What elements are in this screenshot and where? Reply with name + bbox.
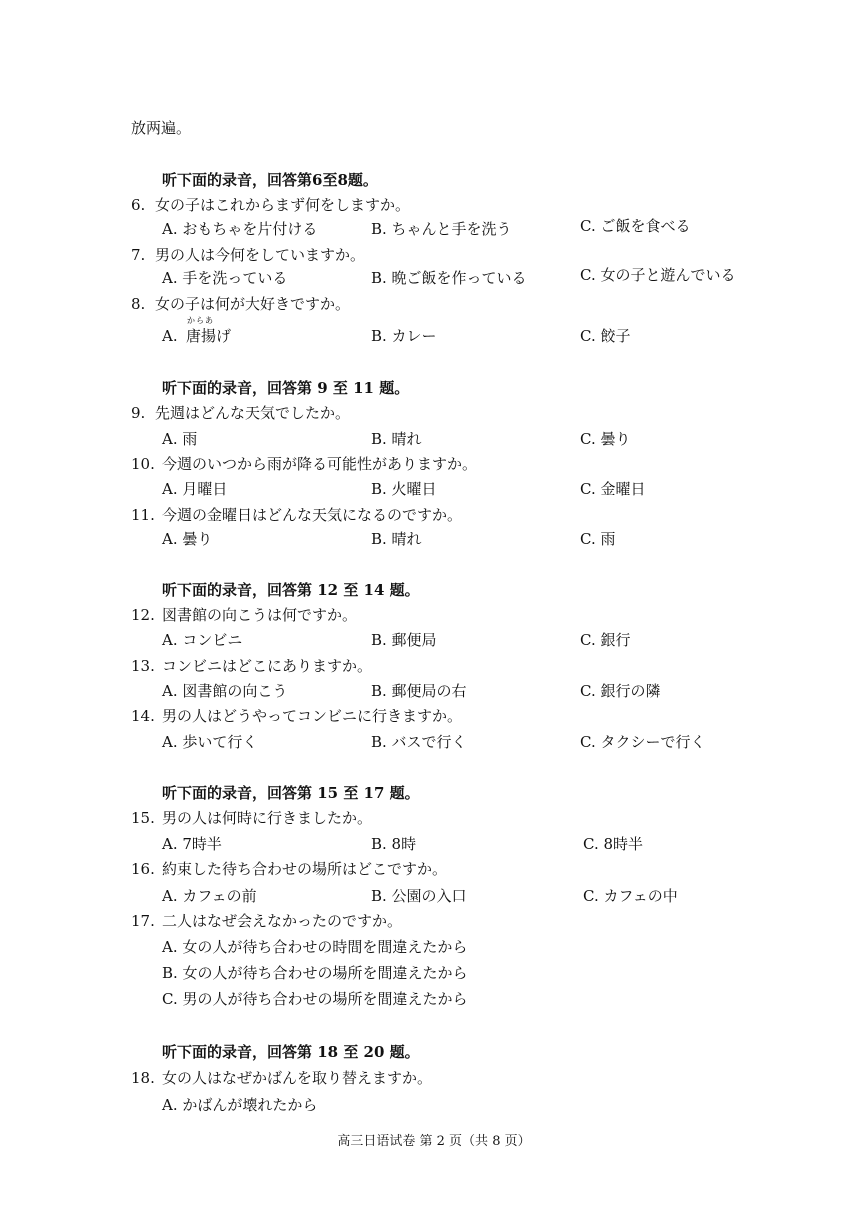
question-text: 今週の金曜日はどんな天気になるのですか。: [162, 506, 463, 524]
question-number: 7.: [131, 246, 146, 264]
option-b: B. 晴れ: [371, 430, 422, 448]
option-a: A. コンビニ: [162, 631, 243, 649]
question-text: 今週のいつから雨が降る可能性がありますか。: [162, 455, 478, 473]
question-text: 約束した待ち合わせの場所はどこですか。: [162, 860, 448, 878]
question-text: 二人はなぜ会えなかったのですか。: [162, 912, 403, 930]
furigana: からあ: [187, 316, 214, 325]
option-a: A. 7時半: [162, 835, 222, 853]
option-c: C. 銀行の隣: [580, 682, 661, 700]
option-a: A. 曇り: [162, 530, 213, 548]
question-number: 13.: [131, 657, 155, 675]
option-b: B. 8時: [371, 835, 417, 853]
option-c: C. ご飯を食べる: [580, 217, 691, 235]
section-heading: 听下面的录音，回答第 12 至 14 题。: [162, 581, 420, 599]
question-number: 10.: [131, 455, 155, 473]
question-number: 16.: [131, 860, 155, 878]
question-text: 先週はどんな天気でしたか。: [155, 404, 351, 422]
question-number: 11.: [131, 506, 155, 524]
option-b: B. 郵便局の右: [371, 682, 467, 700]
question-number: 17.: [131, 912, 155, 930]
option-c: C. 餃子: [580, 327, 631, 345]
question-number: 15.: [131, 809, 155, 827]
option-b: B. 郵便局: [371, 631, 437, 649]
option-c: C. タクシーで行く: [580, 733, 706, 751]
question-number: 8.: [131, 295, 146, 313]
option-a-label: A.: [162, 327, 178, 345]
question-text: コンビニはどこにありますか。: [162, 657, 373, 675]
option-b: B. 晴れ: [371, 530, 422, 548]
question-text: 女の子は何が大好きですか。: [155, 295, 351, 313]
page-footer: 高三日语试卷 第 2 页（共 8 页）: [337, 1134, 531, 1149]
section-heading: 听下面的录音，回答第 9 至 11 题。: [162, 379, 410, 397]
section-heading: 听下面的录音，回答第 18 至 20 题。: [162, 1043, 420, 1061]
option-a: A. おもちゃを片付ける: [162, 220, 318, 238]
option-b: B. 女の人が待ち合わせの場所を間違えたから: [162, 964, 468, 982]
question-text: 男の人はどうやってコンビニに行きますか。: [162, 707, 463, 725]
option-c: C. 銀行: [580, 631, 631, 649]
question-text: 男の人は今何をしていますか。: [155, 246, 366, 264]
question-number: 18.: [131, 1069, 155, 1087]
question-text: 図書館の向こうは何ですか。: [162, 606, 358, 624]
option-b: B. カレー: [371, 327, 437, 345]
option-a: A. 女の人が待ち合わせの時間を間違えたから: [162, 938, 468, 956]
section-heading: 听下面的录音，回答第 15 至 17 题。: [162, 784, 420, 802]
option-c: C. カフェの中: [583, 887, 678, 905]
option-b: B. バスで行く: [371, 733, 467, 751]
option-c: C. 曇り: [580, 430, 631, 448]
section-heading: 听下面的录音，回答第6至8题。: [162, 171, 378, 189]
question-number: 9.: [131, 404, 146, 422]
option-a: A. 月曜日: [162, 480, 228, 498]
option-c: C. 男の人が待ち合わせの場所を間違えたから: [162, 990, 468, 1008]
option-b: B. 晩ご飯を作っている: [371, 269, 527, 287]
question-number: 12.: [131, 606, 155, 624]
option-a: A. 雨: [162, 430, 198, 448]
option-b: B. 火曜日: [371, 480, 437, 498]
option-c: C. 8時半: [583, 835, 644, 853]
option-a: A. カフェの前: [162, 887, 257, 905]
option-c: C. 雨: [580, 530, 616, 548]
question-text: 男の人は何時に行きましたか。: [162, 809, 373, 827]
option-b: B. 公園の入口: [371, 887, 467, 905]
option-a-text: 唐揚げ: [186, 327, 232, 345]
question-number: 6.: [131, 196, 146, 214]
question-number: 14.: [131, 707, 155, 725]
option-a: A. 歩いて行く: [162, 733, 258, 751]
option-a: A. かばんが壊れたから: [162, 1096, 318, 1114]
option-c: C. 金曜日: [580, 480, 646, 498]
option-b: B. ちゃんと手を洗う: [371, 220, 512, 238]
option-c: C. 女の子と遊んでいる: [580, 266, 736, 284]
question-text: 女の人はなぜかばんを取り替えますか。: [162, 1069, 433, 1087]
option-a: A. 図書館の向こう: [162, 682, 288, 700]
option-a: A. 手を洗っている: [162, 269, 288, 287]
question-text: 女の子はこれからまず何をしますか。: [155, 196, 411, 214]
intro-text: 放两遍。: [131, 119, 192, 137]
